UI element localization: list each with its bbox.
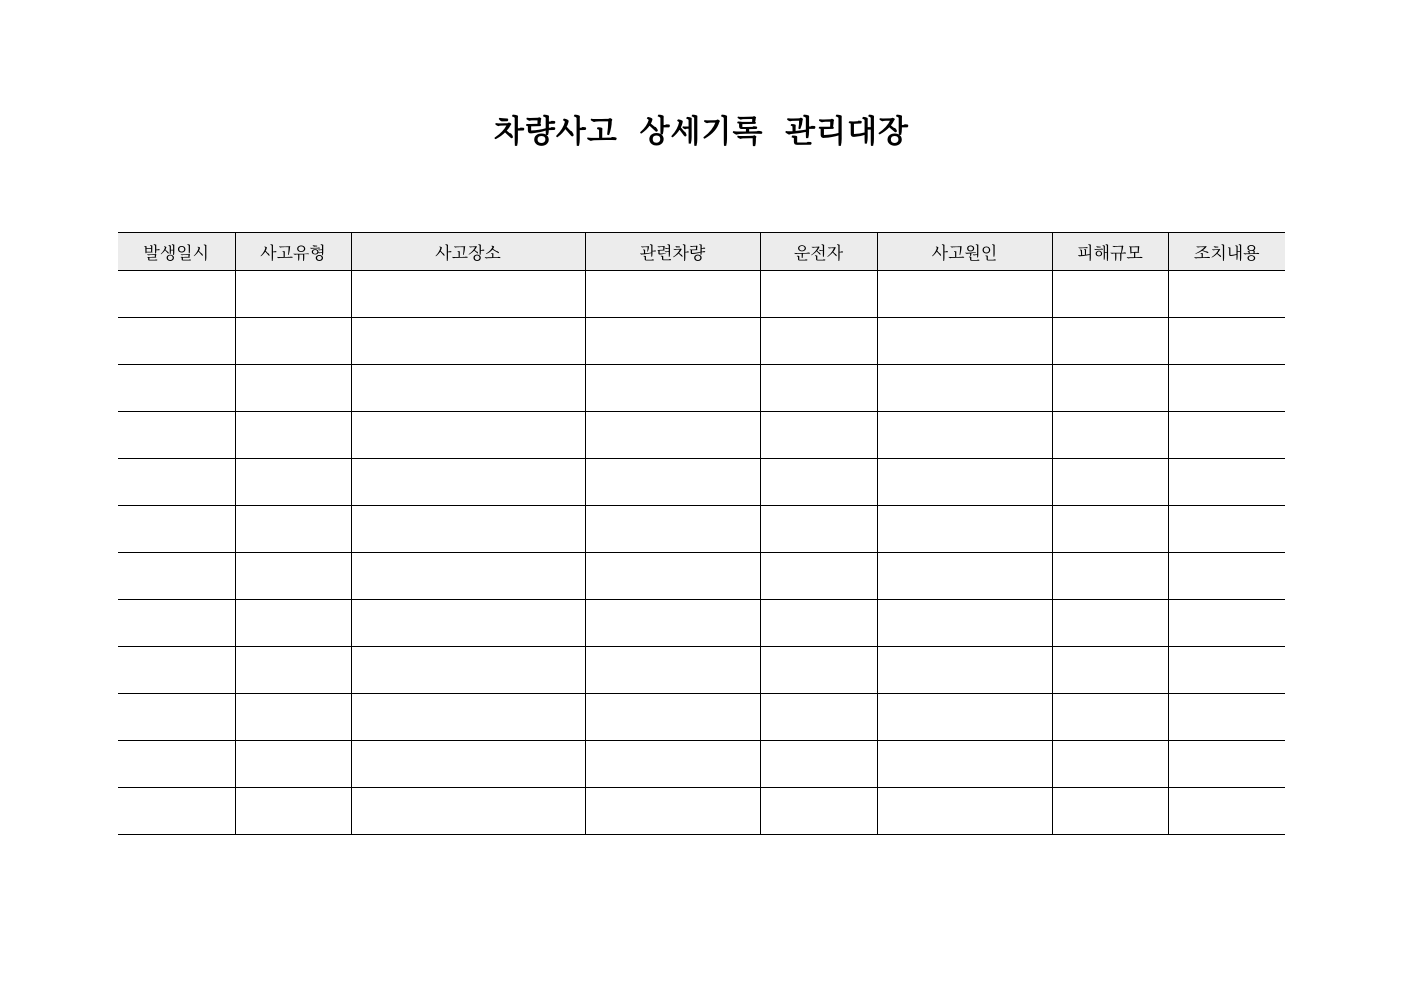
table-cell[interactable] bbox=[760, 318, 877, 365]
accident-ledger-table bbox=[118, 232, 1285, 835]
table-cell[interactable] bbox=[760, 365, 877, 412]
table-cell[interactable] bbox=[351, 365, 585, 412]
table-cell[interactable] bbox=[1168, 788, 1285, 835]
table-cell[interactable] bbox=[351, 694, 585, 741]
table-cell[interactable] bbox=[760, 741, 877, 788]
table-cell[interactable] bbox=[877, 318, 1052, 365]
table-cell[interactable] bbox=[585, 412, 760, 459]
table-cell[interactable] bbox=[351, 459, 585, 506]
table-cell[interactable] bbox=[118, 647, 235, 694]
table-cell[interactable] bbox=[235, 741, 351, 788]
table-cell[interactable] bbox=[118, 459, 235, 506]
table-row bbox=[118, 741, 1285, 788]
table-cell[interactable] bbox=[351, 506, 585, 553]
table-cell[interactable] bbox=[118, 741, 235, 788]
table-cell[interactable] bbox=[585, 694, 760, 741]
table-header-row bbox=[118, 233, 1285, 271]
table-cell[interactable] bbox=[1052, 741, 1168, 788]
table-cell[interactable] bbox=[1052, 459, 1168, 506]
table-cell[interactable] bbox=[351, 271, 585, 318]
table-cell[interactable] bbox=[760, 694, 877, 741]
column-header-accident-location: 사고장소 bbox=[351, 233, 585, 271]
table-cell[interactable] bbox=[585, 271, 760, 318]
column-header-action-taken: 조치내용 bbox=[1168, 233, 1285, 271]
table-cell[interactable] bbox=[235, 365, 351, 412]
table-cell[interactable] bbox=[585, 600, 760, 647]
table-cell[interactable] bbox=[118, 788, 235, 835]
table-cell[interactable] bbox=[1052, 788, 1168, 835]
table-cell[interactable] bbox=[877, 741, 1052, 788]
table-cell[interactable] bbox=[877, 459, 1052, 506]
table-cell[interactable] bbox=[1168, 600, 1285, 647]
table-cell[interactable] bbox=[877, 365, 1052, 412]
table-cell[interactable] bbox=[118, 694, 235, 741]
table-cell[interactable] bbox=[235, 553, 351, 600]
table-cell[interactable] bbox=[351, 600, 585, 647]
table-row bbox=[118, 365, 1285, 412]
column-header-damage-scale: 피해규모 bbox=[1052, 233, 1168, 271]
table-cell[interactable] bbox=[760, 600, 877, 647]
table-cell[interactable] bbox=[585, 318, 760, 365]
table-cell[interactable] bbox=[760, 459, 877, 506]
table-cell[interactable] bbox=[118, 365, 235, 412]
table-cell[interactable] bbox=[1168, 412, 1285, 459]
column-header-driver: 운전자 bbox=[760, 233, 877, 271]
table-cell[interactable] bbox=[1168, 271, 1285, 318]
table-cell[interactable] bbox=[351, 412, 585, 459]
table-cell[interactable] bbox=[235, 459, 351, 506]
table-cell[interactable] bbox=[235, 412, 351, 459]
table-row bbox=[118, 506, 1285, 553]
table-cell[interactable] bbox=[1052, 647, 1168, 694]
table-cell[interactable] bbox=[1052, 694, 1168, 741]
table-cell[interactable] bbox=[760, 647, 877, 694]
table-cell[interactable] bbox=[118, 271, 235, 318]
table-cell[interactable] bbox=[118, 553, 235, 600]
table-cell[interactable] bbox=[118, 600, 235, 647]
table-cell[interactable] bbox=[235, 318, 351, 365]
column-header-related-vehicle: 관련차량 bbox=[585, 233, 760, 271]
table-cell[interactable] bbox=[1168, 741, 1285, 788]
table-cell[interactable] bbox=[760, 788, 877, 835]
table-cell[interactable] bbox=[1168, 553, 1285, 600]
table-cell[interactable] bbox=[1168, 365, 1285, 412]
table-cell[interactable] bbox=[118, 318, 235, 365]
column-header-accident-cause: 사고원인 bbox=[877, 233, 1052, 271]
table-cell[interactable] bbox=[1052, 412, 1168, 459]
table-cell[interactable] bbox=[877, 553, 1052, 600]
table-cell[interactable] bbox=[351, 647, 585, 694]
table-cell[interactable] bbox=[877, 694, 1052, 741]
table-cell[interactable] bbox=[877, 412, 1052, 459]
table-cell[interactable] bbox=[585, 365, 760, 412]
table-row bbox=[118, 412, 1285, 459]
table-cell[interactable] bbox=[351, 741, 585, 788]
table-cell[interactable] bbox=[351, 318, 585, 365]
table-cell[interactable] bbox=[1052, 365, 1168, 412]
table-row bbox=[118, 600, 1285, 647]
table-cell[interactable] bbox=[877, 600, 1052, 647]
table-cell[interactable] bbox=[118, 506, 235, 553]
table-cell[interactable] bbox=[585, 553, 760, 600]
table-cell[interactable] bbox=[877, 271, 1052, 318]
table-cell[interactable] bbox=[760, 553, 877, 600]
table-cell[interactable] bbox=[1168, 647, 1285, 694]
table-cell[interactable] bbox=[585, 741, 760, 788]
table-cell[interactable] bbox=[1052, 271, 1168, 318]
table-cell[interactable] bbox=[585, 647, 760, 694]
table-cell[interactable] bbox=[877, 647, 1052, 694]
column-header-accident-type: 사고유형 bbox=[235, 233, 351, 271]
table-cell[interactable] bbox=[1168, 459, 1285, 506]
table-cell[interactable] bbox=[235, 694, 351, 741]
table-cell[interactable] bbox=[760, 506, 877, 553]
table-cell[interactable] bbox=[118, 412, 235, 459]
table-row bbox=[118, 788, 1285, 835]
table-row bbox=[118, 318, 1285, 365]
table-row bbox=[118, 553, 1285, 600]
table-cell[interactable] bbox=[877, 788, 1052, 835]
table-cell[interactable] bbox=[1052, 506, 1168, 553]
table-cell[interactable] bbox=[1168, 318, 1285, 365]
table-cell[interactable] bbox=[1052, 318, 1168, 365]
table-cell[interactable] bbox=[1052, 553, 1168, 600]
table-cell[interactable] bbox=[351, 553, 585, 600]
table-body bbox=[118, 271, 1285, 835]
table-cell[interactable] bbox=[351, 788, 585, 835]
table-cell[interactable] bbox=[235, 647, 351, 694]
table-cell[interactable] bbox=[235, 271, 351, 318]
table-cell[interactable] bbox=[1168, 506, 1285, 553]
table-cell[interactable] bbox=[760, 271, 877, 318]
table-row bbox=[118, 459, 1285, 506]
table-cell[interactable] bbox=[585, 459, 760, 506]
table-cell[interactable] bbox=[1168, 694, 1285, 741]
table-cell[interactable] bbox=[585, 788, 760, 835]
table-row bbox=[118, 694, 1285, 741]
table-cell[interactable] bbox=[235, 600, 351, 647]
column-header-occurrence-datetime: 발생일시 bbox=[118, 233, 235, 271]
table-cell[interactable] bbox=[585, 506, 760, 553]
table-cell[interactable] bbox=[1052, 600, 1168, 647]
table-cell[interactable] bbox=[235, 788, 351, 835]
table-cell[interactable] bbox=[235, 506, 351, 553]
table-row bbox=[118, 271, 1285, 318]
page-title: 차량사고 상세기록 관리대장 bbox=[494, 114, 909, 150]
table-cell[interactable] bbox=[877, 506, 1052, 553]
table-row bbox=[118, 647, 1285, 694]
table-cell[interactable] bbox=[760, 412, 877, 459]
